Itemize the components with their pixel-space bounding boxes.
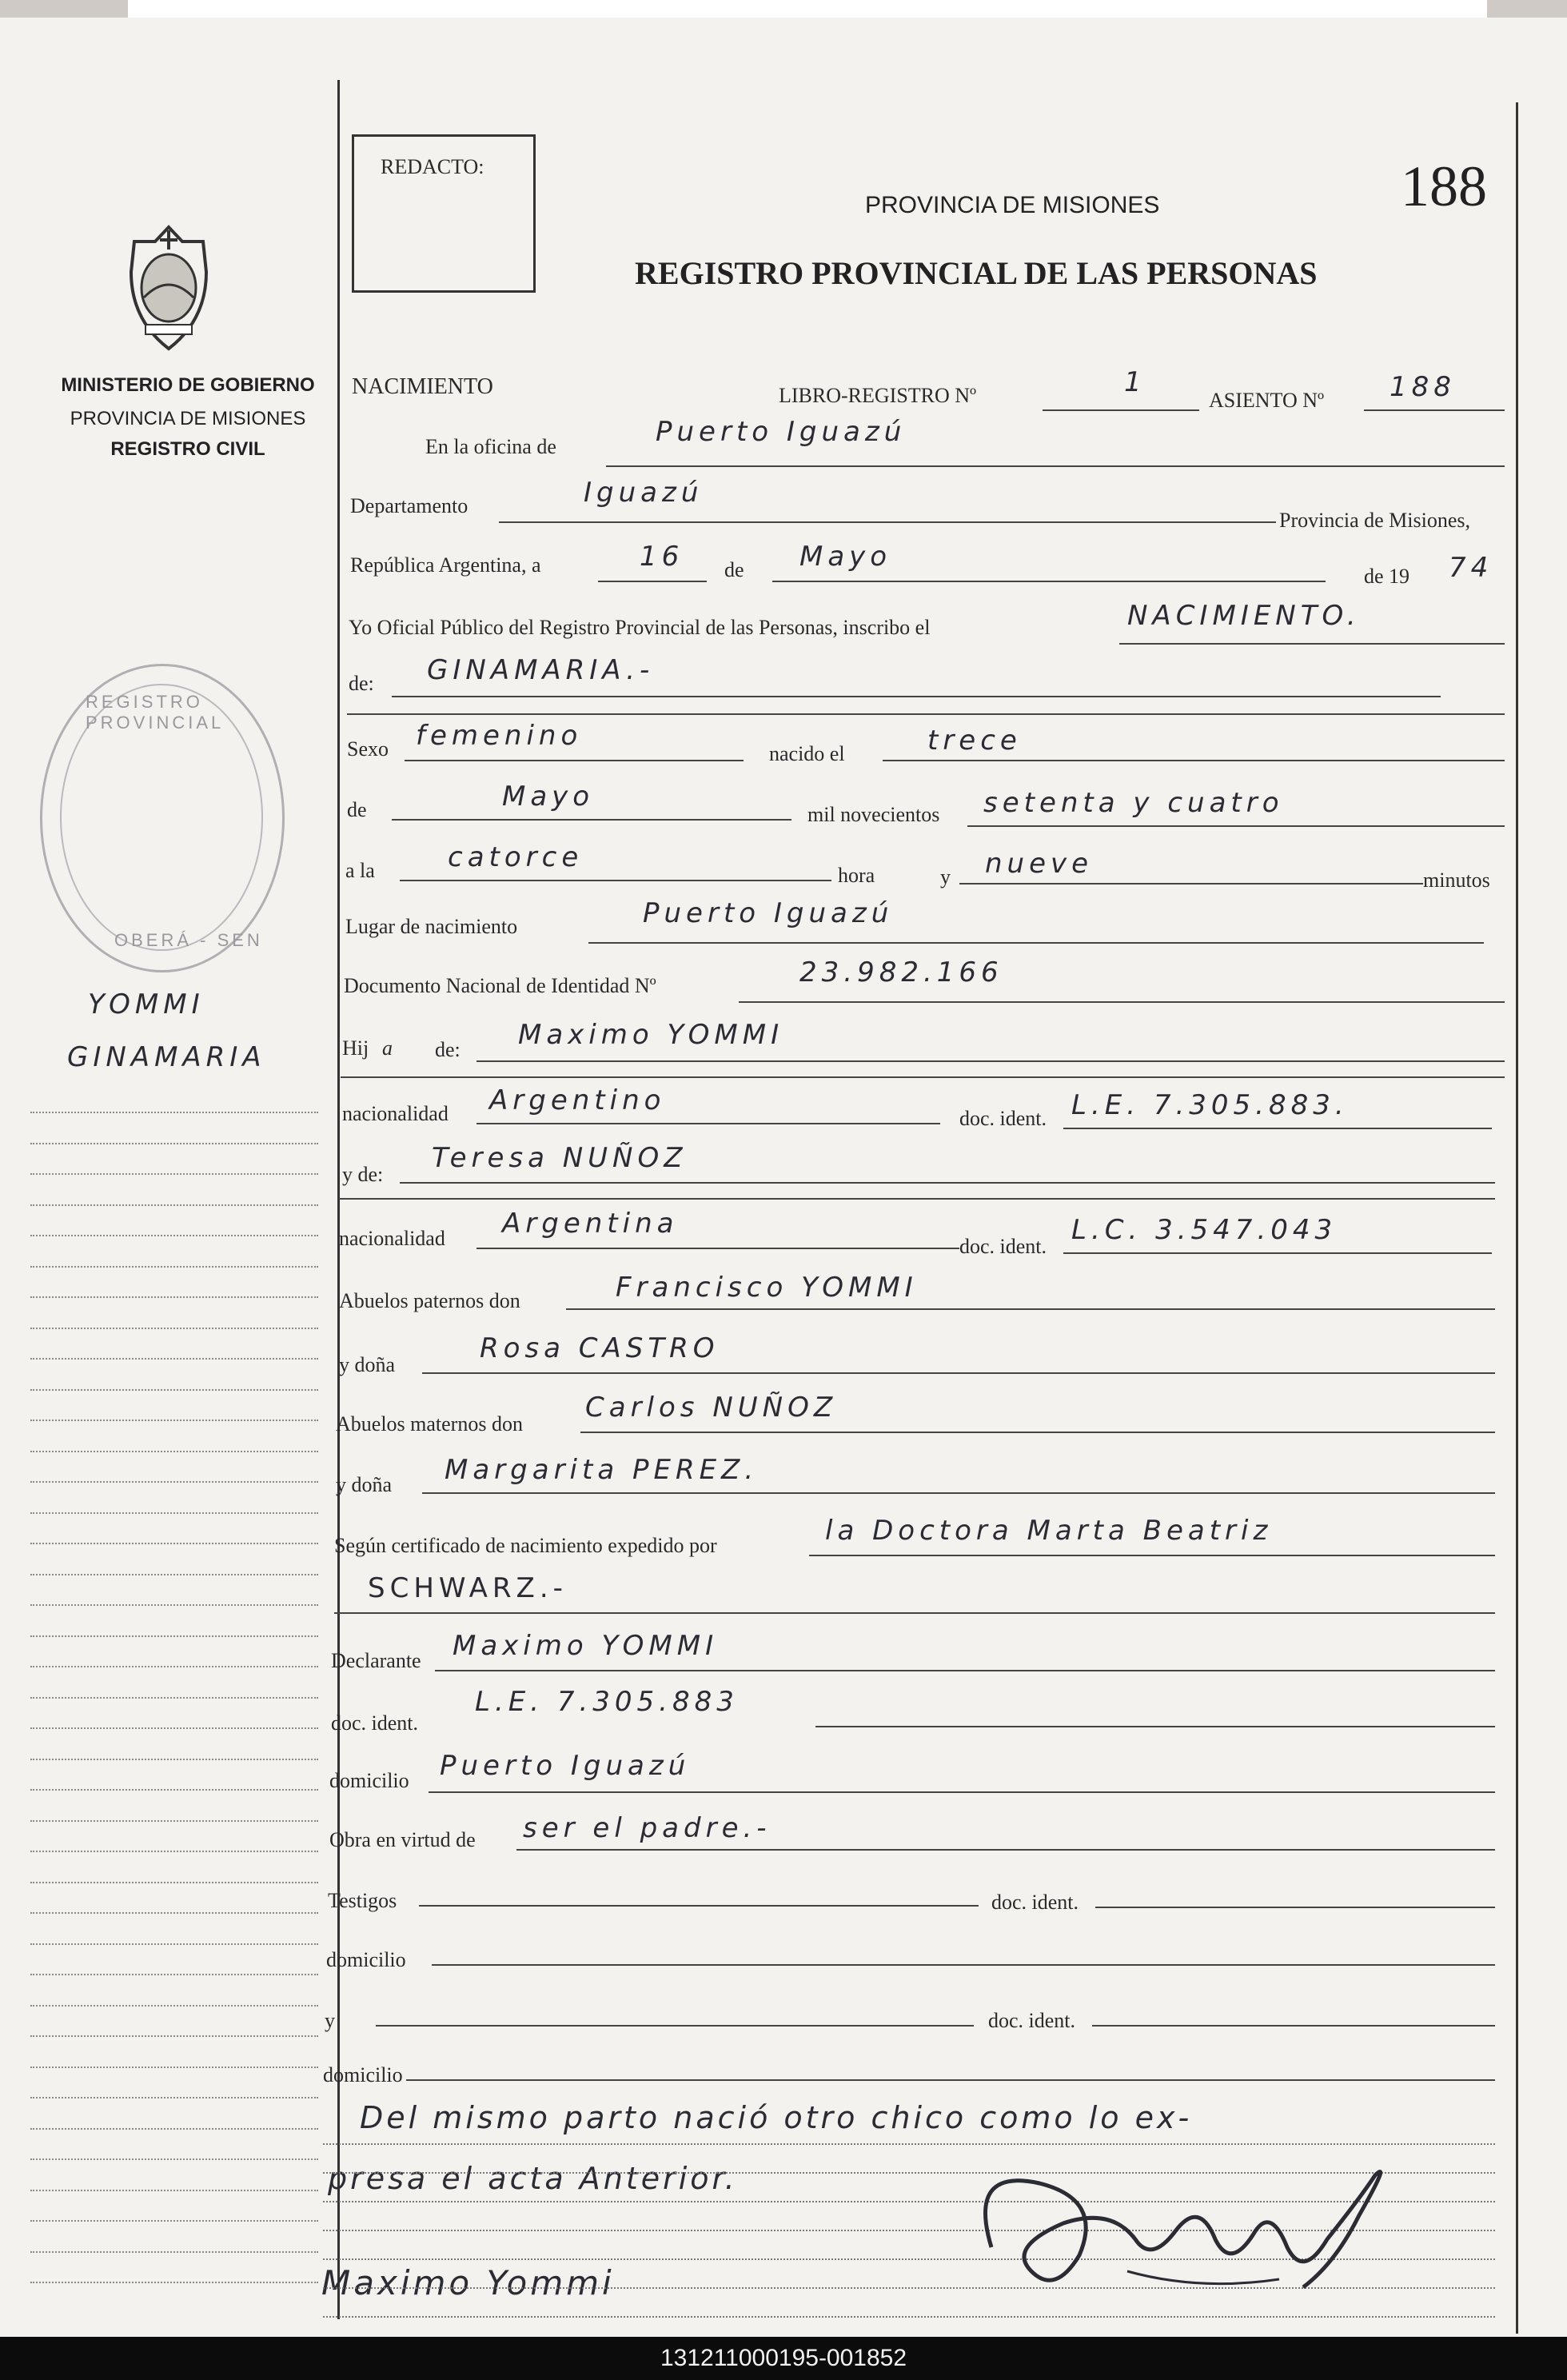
doc5-label: doc. ident. xyxy=(988,2009,1076,2032)
domicilio2-line xyxy=(432,1964,1495,1966)
margin-rule xyxy=(30,2220,318,2222)
doc2-label: doc. ident. xyxy=(959,1235,1047,1258)
cert-line-2 xyxy=(334,1612,1495,1614)
doc1-label: doc. ident. xyxy=(959,1107,1047,1130)
left-frame-line xyxy=(337,80,340,2319)
ministry-line-3: REGISTRO CIVIL xyxy=(110,438,265,460)
lower-rule xyxy=(323,2143,1495,2145)
mil-value: setenta y cuatro xyxy=(983,787,1284,819)
doc1-line xyxy=(1063,1128,1492,1129)
ab-pat-label: Abuelos paternos don xyxy=(339,1289,520,1312)
obra-line xyxy=(516,1849,1495,1851)
margin-rule xyxy=(30,2251,318,2253)
hijo-de-label: de: xyxy=(435,1038,461,1061)
note-line-1: Del mismo parto nació otro chico como lo ex- xyxy=(360,2100,1193,2135)
testigos-label: Testigos xyxy=(328,1889,397,1912)
nacido-line xyxy=(883,760,1505,761)
asiento-value: 188 xyxy=(1390,371,1456,403)
register-page xyxy=(0,18,1567,2337)
domicilio1-value: Puerto Iguazú xyxy=(440,1750,691,1782)
asiento-label: ASIENTO Nº xyxy=(1209,389,1325,412)
stamp-text-bottom: OBERÁ - SEN xyxy=(114,930,263,950)
minutos-line xyxy=(959,883,1423,885)
official-signature xyxy=(943,2151,1391,2311)
oficial-value: NACIMIENTO. xyxy=(1127,600,1361,632)
margin-rule xyxy=(30,1266,318,1268)
margin-rule xyxy=(30,1235,318,1236)
sexo-value: femenino xyxy=(416,720,583,752)
right-frame-line xyxy=(1516,102,1518,2334)
nombre-line-2 xyxy=(347,713,1505,715)
ab-mat-don-value: Carlos NUÑOZ xyxy=(585,1392,838,1424)
departamento-value: Iguazú xyxy=(584,477,704,509)
hora-value: catorce xyxy=(448,841,584,873)
testigos-line xyxy=(419,1905,979,1907)
yde-label: y de: xyxy=(342,1163,384,1186)
oficina-value: Puerto Iguazú xyxy=(656,416,907,448)
margin-rule xyxy=(30,1635,318,1637)
y2-label: y xyxy=(325,2009,335,2032)
declarant-signature: Maximo Yommi xyxy=(321,2263,615,2302)
declarante-label: Declarante xyxy=(331,1649,421,1672)
redacto-label: REDACTO: xyxy=(381,155,484,178)
doc5-line xyxy=(1092,2025,1495,2027)
mil-line xyxy=(967,825,1505,827)
mil-label: mil novecientos xyxy=(807,803,940,826)
ab-mat-don-line xyxy=(580,1432,1495,1433)
doc1-value: L.E. 7.305.883. xyxy=(1071,1089,1349,1121)
doc2-line xyxy=(1063,1252,1492,1254)
ab-mat-dona-line xyxy=(422,1492,1495,1494)
madre-line-2 xyxy=(339,1198,1495,1200)
margin-rule xyxy=(30,1389,318,1391)
province-title: PROVINCIA DE MISIONES xyxy=(865,192,1160,218)
mes2-value: Mayo xyxy=(502,781,595,813)
oficina-line xyxy=(606,465,1505,467)
margin-rule xyxy=(30,1543,318,1544)
obra-label: Obra en virtud de xyxy=(329,1828,476,1851)
margin-rule xyxy=(30,1851,318,1852)
padre-line xyxy=(476,1060,1505,1062)
nac1-label: nacionalidad xyxy=(342,1102,449,1125)
ministry-line-2: PROVINCIA DE MISIONES xyxy=(70,408,306,429)
archive-code-bar xyxy=(0,2337,1567,2380)
stamp-text-top: REGISTRO PROVINCIAL xyxy=(86,692,225,733)
dni-line xyxy=(739,1001,1505,1003)
margin-rule xyxy=(30,1358,318,1360)
archive-code: 131211000195-001852 xyxy=(660,2345,907,2371)
doc3-value: L.E. 7.305.883 xyxy=(475,1686,739,1718)
margin-rule xyxy=(30,1512,318,1514)
dni-value: 23.982.166 xyxy=(799,956,1003,988)
nombre-line xyxy=(392,696,1441,697)
hijo-label: Hij xyxy=(342,1036,369,1060)
y-label: y xyxy=(940,865,951,889)
mes-line xyxy=(772,581,1326,582)
declarante-value: Maximo YOMMI xyxy=(453,1630,719,1662)
cert-value-1: la Doctora Marta Beatriz xyxy=(825,1515,1273,1547)
de-nombre-label: de: xyxy=(349,672,374,695)
margin-rule xyxy=(30,1143,318,1144)
minutos-label: minutos xyxy=(1423,869,1490,892)
ab-pat-dona-line xyxy=(422,1372,1495,1374)
de-label: de xyxy=(724,558,744,581)
padre-line-2 xyxy=(341,1076,1505,1078)
mes2-line xyxy=(392,819,791,821)
nacimiento-label: NACIMIENTO xyxy=(352,374,493,399)
margin-rule xyxy=(30,1481,318,1483)
margin-rule xyxy=(30,1112,318,1113)
hijo-suffix: a xyxy=(382,1036,393,1060)
margin-given-name: GINAMARIA xyxy=(67,1041,266,1073)
margin-rule xyxy=(30,1912,318,1914)
declarante-line xyxy=(435,1670,1495,1671)
oficial-label: Yo Oficial Público del Registro Provincial de las Personas, inscribo el xyxy=(349,616,931,639)
mes-value: Mayo xyxy=(799,541,892,573)
ydona1-label: y doña xyxy=(339,1353,396,1376)
minutos-value: nueve xyxy=(985,848,1094,880)
margin-rule xyxy=(30,1974,318,1975)
domicilio1-line xyxy=(429,1791,1495,1793)
doc2-value: L.C. 3.547.043 xyxy=(1071,1214,1338,1246)
hora-label: hora xyxy=(838,864,875,887)
margin-rule xyxy=(30,1727,318,1729)
departamento-line xyxy=(499,521,1276,523)
madre-line xyxy=(400,1182,1495,1184)
de2-label: de xyxy=(347,798,367,821)
nacido-label: nacido el xyxy=(769,742,845,765)
lower-rule xyxy=(323,2316,1495,2318)
libro-value: 1 xyxy=(1124,366,1146,398)
anio-value: 74 xyxy=(1449,552,1493,584)
margin-rule xyxy=(30,2097,318,2098)
nac1-value: Argentino xyxy=(489,1084,666,1116)
domicilio2-label: domicilio xyxy=(326,1948,406,1971)
margin-rule xyxy=(30,2128,318,2130)
margin-rule xyxy=(30,2067,318,2068)
margin-rule xyxy=(30,1328,318,1329)
margin-rule xyxy=(30,1943,318,1945)
margin-rule xyxy=(30,1420,318,1421)
padre-value: Maximo YOMMI xyxy=(518,1019,784,1051)
oficina-label: En la oficina de xyxy=(425,435,556,458)
coat-of-arms-icon xyxy=(126,224,211,352)
margin-rule xyxy=(30,1697,318,1699)
oficial-line xyxy=(1119,643,1505,645)
domicilio1-label: domicilio xyxy=(329,1769,409,1792)
scan-top-strip xyxy=(0,0,1567,18)
margin-rule xyxy=(30,1451,318,1452)
republica-label: República Argentina, a xyxy=(350,553,541,577)
doc4-line xyxy=(1095,1907,1495,1908)
y2-line xyxy=(376,2025,974,2027)
margin-rule xyxy=(30,1173,318,1175)
dni-label: Documento Nacional de Identidad Nº xyxy=(344,974,656,997)
nac2-line xyxy=(476,1248,959,1249)
sexo-label: Sexo xyxy=(347,737,389,761)
margin-rule xyxy=(30,1789,318,1791)
margin-rule xyxy=(30,2282,318,2283)
lugar-value: Puerto Iguazú xyxy=(643,897,894,929)
hora-line xyxy=(400,880,831,881)
ab-mat-label: Abuelos maternos don xyxy=(336,1412,523,1436)
ab-pat-dona-value: Rosa CASTRO xyxy=(480,1332,720,1364)
nombre-value: GINAMARIA.- xyxy=(427,654,655,686)
margin-surname: YOMMI xyxy=(88,988,205,1020)
asiento-line xyxy=(1364,409,1505,411)
cert-label: Según certificado de nacimiento expedido por xyxy=(334,1534,717,1557)
margin-rule xyxy=(30,1820,318,1822)
margin-rule xyxy=(30,1574,318,1575)
margin-rule xyxy=(30,1604,318,1606)
nac1-line xyxy=(476,1123,940,1124)
margin-rule xyxy=(30,1204,318,1206)
lugar-line xyxy=(588,942,1484,944)
dia-line xyxy=(598,581,707,582)
registry-title: REGISTRO PROVINCIAL DE LAS PERSONAS xyxy=(635,255,1318,291)
page-tab xyxy=(128,0,1487,18)
margin-rule xyxy=(30,1759,318,1760)
note-line-2: presa el acta Anterior. xyxy=(328,2161,738,2196)
nac2-label: nacionalidad xyxy=(339,1227,445,1250)
margin-rule xyxy=(30,2158,318,2160)
libro-label: LIBRO-REGISTRO Nº xyxy=(779,384,977,407)
nacido-value: trece xyxy=(927,725,1022,757)
sexo-line xyxy=(405,760,744,761)
margin-rule xyxy=(30,2005,318,2007)
provincia-label: Provincia de Misiones, xyxy=(1279,509,1471,532)
registry-stamp xyxy=(40,664,285,972)
madre-value: Teresa NUÑOZ xyxy=(432,1142,688,1174)
margin-rule xyxy=(30,2190,318,2191)
margin-rule xyxy=(30,2035,318,2037)
de-anio-label: de 19 xyxy=(1364,565,1410,588)
cert-value-2: SCHWARZ.- xyxy=(368,1572,568,1604)
doc3-line xyxy=(815,1726,1495,1727)
departamento-label: Departamento xyxy=(350,494,469,517)
margin-rule xyxy=(30,1666,318,1667)
domicilio3-label: domicilio xyxy=(323,2063,403,2086)
margin-rule xyxy=(30,1296,318,1298)
ala-label: a la xyxy=(345,859,375,882)
doc4-label: doc. ident. xyxy=(991,1891,1079,1914)
cert-line-1 xyxy=(809,1555,1495,1556)
ab-mat-dona-value: Margarita PEREZ. xyxy=(445,1454,759,1486)
nac2-value: Argentina xyxy=(502,1208,679,1240)
page-number: 188 xyxy=(1401,154,1487,218)
domicilio3-line xyxy=(406,2079,1495,2081)
ydona2-label: y doña xyxy=(336,1473,393,1496)
dia-value: 16 xyxy=(640,541,684,573)
doc3-label: doc. ident. xyxy=(331,1711,419,1735)
lugar-label: Lugar de nacimiento xyxy=(345,915,518,938)
ministry-line-1: MINISTERIO DE GOBIERNO xyxy=(61,374,315,396)
ab-pat-don-value: Francisco YOMMI xyxy=(616,1272,918,1304)
margin-rule xyxy=(30,1882,318,1883)
libro-line xyxy=(1043,409,1199,411)
obra-value: ser el padre.- xyxy=(523,1812,772,1844)
ab-pat-don-line xyxy=(566,1308,1495,1310)
